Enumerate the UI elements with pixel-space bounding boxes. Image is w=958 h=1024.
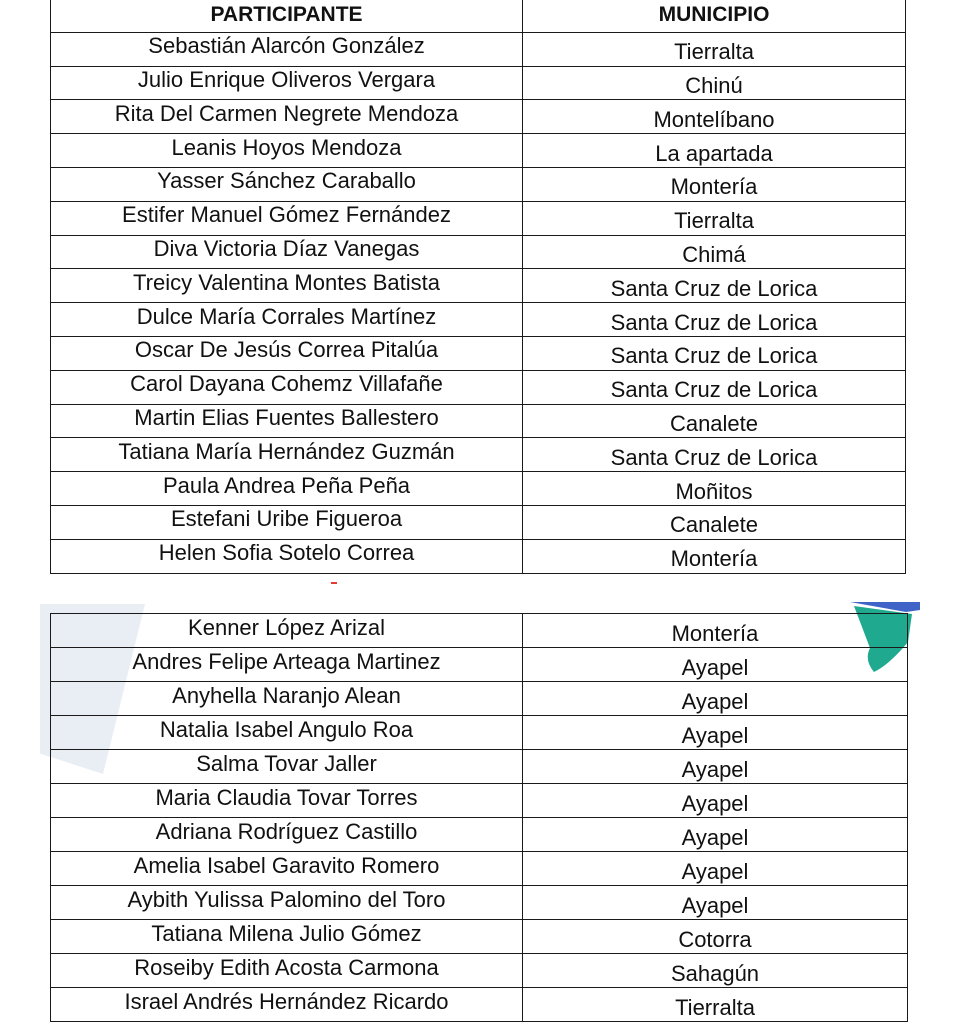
table-row (51, 134, 906, 168)
participant-name-cell (51, 201, 523, 235)
municipality-name: Chinú (685, 72, 743, 98)
participant-name-cell (51, 988, 523, 1022)
participant-name-cell (51, 920, 523, 954)
municipality-cell (523, 648, 908, 682)
table-row (51, 100, 906, 134)
participant-name-cell (51, 614, 523, 648)
participant-name: Roseiby Edith Acosta Carmona (134, 954, 439, 980)
municipality-name: Montería (670, 174, 758, 200)
participant-name: Natalia Isabel Angulo Roa (159, 716, 414, 742)
municipality-name: Canalete (669, 410, 759, 436)
participant-name-cell (51, 784, 523, 818)
participant-name: Amelia Isabel Garavito Romero (133, 852, 440, 878)
participant-name-cell (51, 370, 523, 404)
participant-name-cell (51, 66, 523, 100)
participant-name: Treicy Valentina Montes Batista (133, 269, 440, 295)
municipality-cell (523, 404, 906, 438)
municipality-cell (523, 818, 908, 852)
table-row (51, 336, 906, 370)
table-2-body (51, 614, 908, 1022)
participants-table-1 (50, 0, 906, 574)
table-row (51, 404, 906, 438)
participant-name: Tatiana Milena Julio Gómez (151, 920, 422, 946)
participant-name-cell (51, 100, 523, 134)
municipality-cell (523, 954, 908, 988)
participant-name: Leanis Hoyos Mendoza (171, 134, 402, 160)
table-row (51, 370, 906, 404)
participant-name: Carol Dayana Cohemz Villafañe (130, 371, 443, 397)
participant-name: Tatiana María Hernández Guzmán (118, 438, 455, 464)
participant-name: Adriana Rodríguez Castillo (155, 818, 418, 844)
municipality-name: Ayapel (681, 688, 749, 714)
municipality-name: Chimá (682, 241, 746, 267)
municipality-cell (523, 370, 906, 404)
municipality-cell (523, 269, 906, 303)
municipality-cell (523, 134, 906, 168)
table-row (51, 818, 908, 852)
table-row (51, 303, 906, 337)
participant-name-cell (51, 303, 523, 337)
table-row (51, 167, 906, 201)
table-row (51, 988, 908, 1022)
participant-name: Oscar De Jesús Correa Pitalúa (134, 337, 439, 363)
table-row (51, 539, 906, 573)
municipality-name: Sahagún (670, 960, 760, 986)
table-row (51, 269, 906, 303)
participant-name-cell (51, 818, 523, 852)
participant-name: Julio Enrique Oliveros Vergara (137, 66, 436, 92)
participant-name: Anyhella Naranjo Alean (172, 682, 401, 708)
participant-name-cell (51, 886, 523, 920)
municipality-name: Tierralta (675, 994, 755, 1020)
municipality-name: Ayapel (681, 722, 749, 748)
municipality-cell (523, 852, 908, 886)
municipality-name: Santa Cruz de Lorica (610, 343, 818, 369)
municipality-cell (523, 505, 906, 539)
municipality-name: Ayapel (681, 824, 749, 850)
municipality-cell (523, 988, 908, 1022)
municipality-cell (523, 784, 908, 818)
municipality-cell (523, 303, 906, 337)
table-row (51, 614, 908, 648)
municipality-name: Ayapel (681, 654, 749, 680)
municipality-name: Ayapel (681, 756, 749, 782)
participant-name: Andres Felipe Arteaga Martinez (132, 648, 441, 674)
municipality-cell (523, 167, 906, 201)
participant-name-cell (51, 539, 523, 573)
municipality-name: Ayapel (681, 892, 749, 918)
participant-name-cell (51, 269, 523, 303)
municipality-cell (523, 32, 906, 66)
table-header-row (51, 0, 906, 32)
participant-name-cell (51, 716, 523, 750)
participant-name-cell (51, 32, 523, 66)
municipality-name: Ayapel (681, 790, 749, 816)
header-participante: PARTICIPANTE (51, 0, 523, 32)
municipality-name: Tierralta (674, 208, 754, 234)
municipality-cell (523, 235, 906, 269)
participant-name: Maria Claudia Tovar Torres (155, 784, 418, 810)
municipality-cell (523, 201, 906, 235)
participant-name-cell (51, 750, 523, 784)
municipality-name: Ayapel (681, 858, 749, 884)
participant-name-cell (51, 438, 523, 472)
participant-name-cell (51, 852, 523, 886)
participant-name: Yasser Sánchez Caraballo (157, 168, 416, 194)
participant-name: Estifer Manuel Gómez Fernández (122, 202, 451, 228)
municipality-cell (523, 336, 906, 370)
red-mark-decoration (331, 582, 337, 584)
participant-name-cell (51, 954, 523, 988)
municipality-cell (523, 66, 906, 100)
table-row (51, 66, 906, 100)
participant-name: Estefani Uribe Figueroa (170, 506, 403, 532)
table-row (51, 784, 908, 818)
participant-name: Dulce María Corrales Martínez (136, 303, 437, 329)
participant-name-cell (51, 235, 523, 269)
table-row (51, 505, 906, 539)
participant-name: Martin Elias Fuentes Ballestero (134, 404, 439, 430)
table-1-body (51, 32, 906, 573)
municipality-name: Montelíbano (653, 106, 775, 132)
participant-name-cell (51, 472, 523, 506)
municipality-cell (523, 682, 908, 716)
municipality-cell (523, 100, 906, 134)
participant-name-cell (51, 682, 523, 716)
participant-name: Kenner López Arizal (188, 614, 385, 640)
municipality-name: Montería (671, 620, 759, 646)
table-row (51, 201, 906, 235)
municipality-name: Santa Cruz de Lorica (610, 275, 818, 301)
municipality-name: Moñitos (675, 478, 753, 504)
participant-name: Aybith Yulissa Palomino del Toro (127, 886, 446, 912)
table-row (51, 716, 908, 750)
table-row (51, 438, 906, 472)
municipality-name: Santa Cruz de Lorica (610, 377, 818, 403)
table-row (51, 750, 908, 784)
municipality-name: La apartada (655, 140, 773, 166)
table-row (51, 886, 908, 920)
participants-table-2 (50, 613, 908, 1022)
participant-name: Israel Andrés Hernández Ricardo (124, 988, 449, 1014)
municipality-name: Montería (670, 546, 758, 572)
participant-name-cell (51, 648, 523, 682)
municipality-name: Santa Cruz de Lorica (610, 444, 818, 470)
municipality-cell (523, 716, 908, 750)
table-row (51, 235, 906, 269)
municipality-cell (523, 614, 908, 648)
municipality-cell (523, 750, 908, 784)
table-row (51, 852, 908, 886)
participant-name-cell (51, 336, 523, 370)
table-row (51, 32, 906, 66)
participant-name-cell (51, 167, 523, 201)
municipality-cell (523, 886, 908, 920)
header-municipio: MUNICIPIO (523, 0, 906, 32)
municipality-cell (523, 438, 906, 472)
municipality-name: Tierralta (674, 39, 754, 65)
municipality-name: Santa Cruz de Lorica (610, 309, 818, 335)
participant-name: Sebastián Alarcón González (148, 33, 425, 59)
participant-name-cell (51, 505, 523, 539)
table-row (51, 682, 908, 716)
table-row (51, 954, 908, 988)
participant-name-cell (51, 404, 523, 438)
municipality-name: Canalete (669, 512, 759, 538)
municipality-cell (523, 920, 908, 954)
municipality-name: Cotorra (678, 926, 752, 952)
municipality-cell (523, 472, 906, 506)
municipality-cell (523, 539, 906, 573)
table-row (51, 648, 908, 682)
participant-name: Paula Andrea Peña Peña (162, 472, 411, 498)
participant-name: Salma Tovar Jaller (196, 750, 377, 776)
participant-name: Helen Sofia Sotelo Correa (158, 540, 415, 566)
participant-name: Diva Victoria Díaz Vanegas (153, 235, 420, 261)
table-row (51, 920, 908, 954)
participant-name-cell (51, 134, 523, 168)
table-row (51, 472, 906, 506)
participant-name: Rita Del Carmen Negrete Mendoza (114, 100, 459, 126)
